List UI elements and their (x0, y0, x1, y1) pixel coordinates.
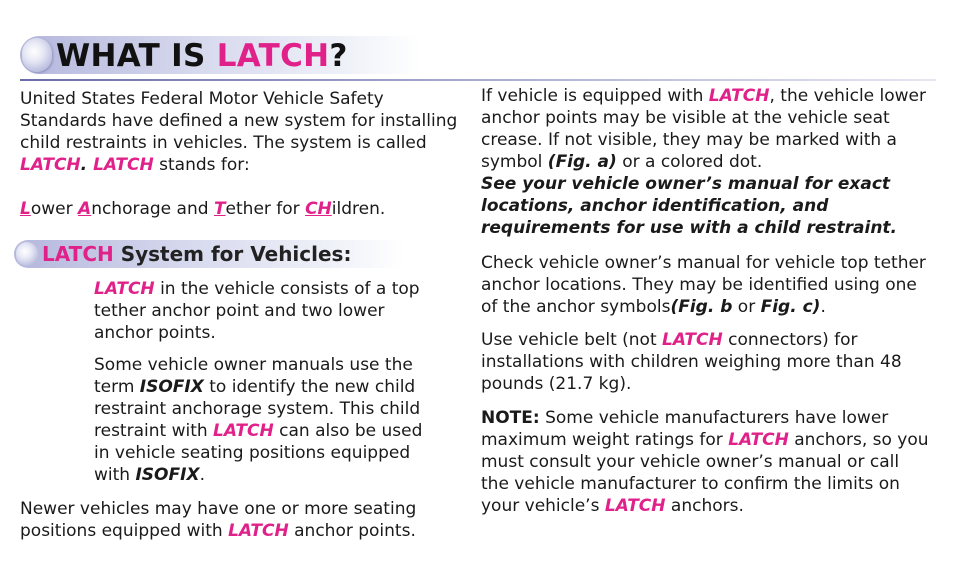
acronym-line: Lower Anchorage and Tether for CHildren. (20, 199, 386, 219)
latch-vehicle-paragraph: LATCH in the vehicle consists of a top tether anchor point and two lower anchor points. (94, 279, 420, 343)
isofix-paragraph: Some vehicle owner manuals use the term ISOFIX to identify the new child restraint anchorage system. This child restraint with LATCH can also be used in vehicle seating positions equipped with ISOFIX. (94, 355, 423, 485)
page-title: WHAT IS LATCH? (56, 38, 348, 74)
note-paragraph: NOTE: Some vehicle manufacturers have lower maximum weight ratings for LATCH anchors, so you must consult your vehicle owner’s manual or call the vehicle manufacturer to confirm the limits on your vehicle’s LATCH anchors. (481, 408, 929, 516)
title-latch: LATCH (216, 38, 330, 74)
title-bullet-icon (22, 38, 52, 72)
vehicle-belt-paragraph: Use vehicle belt (not LATCH connectors) for installations with children weighing more than 48 pounds (21.7 kg). (481, 330, 902, 394)
newer-vehicles-paragraph: Newer vehicles may have one or more seating positions equipped with LATCH anchor points. (20, 499, 417, 541)
intro-paragraph: United States Federal Motor Vehicle Safety Standards have defined a new system for installing child restraints in vehicles. The system is called LATCH. LATCH stands for: (20, 89, 458, 175)
tether-paragraph: Check vehicle owner’s manual for vehicle top tether anchor locations. They may be identified using one of the anchor symbols(Fig. b or Fig. c). (481, 253, 926, 317)
section-title: LATCH System for Vehicles: (42, 242, 352, 266)
equipped-paragraph: If vehicle is equipped with LATCH, the vehicle lower anchor points may be visible at the vehicle seat crease. If not visible, they may be marked with a symbol (Fig. a) or a colored dot. See your vehicle owner’s manual for exact locations, anchor identification, and requirements for use with a child restraint. (481, 86, 927, 238)
title-rule (20, 79, 936, 81)
note-label: NOTE: (481, 408, 540, 428)
owner-manual-emphasis: See your vehicle owner’s manual for exact locations, anchor identification, and requirements for use with a child restraint. (481, 174, 898, 238)
section-bullet-icon (16, 242, 38, 266)
